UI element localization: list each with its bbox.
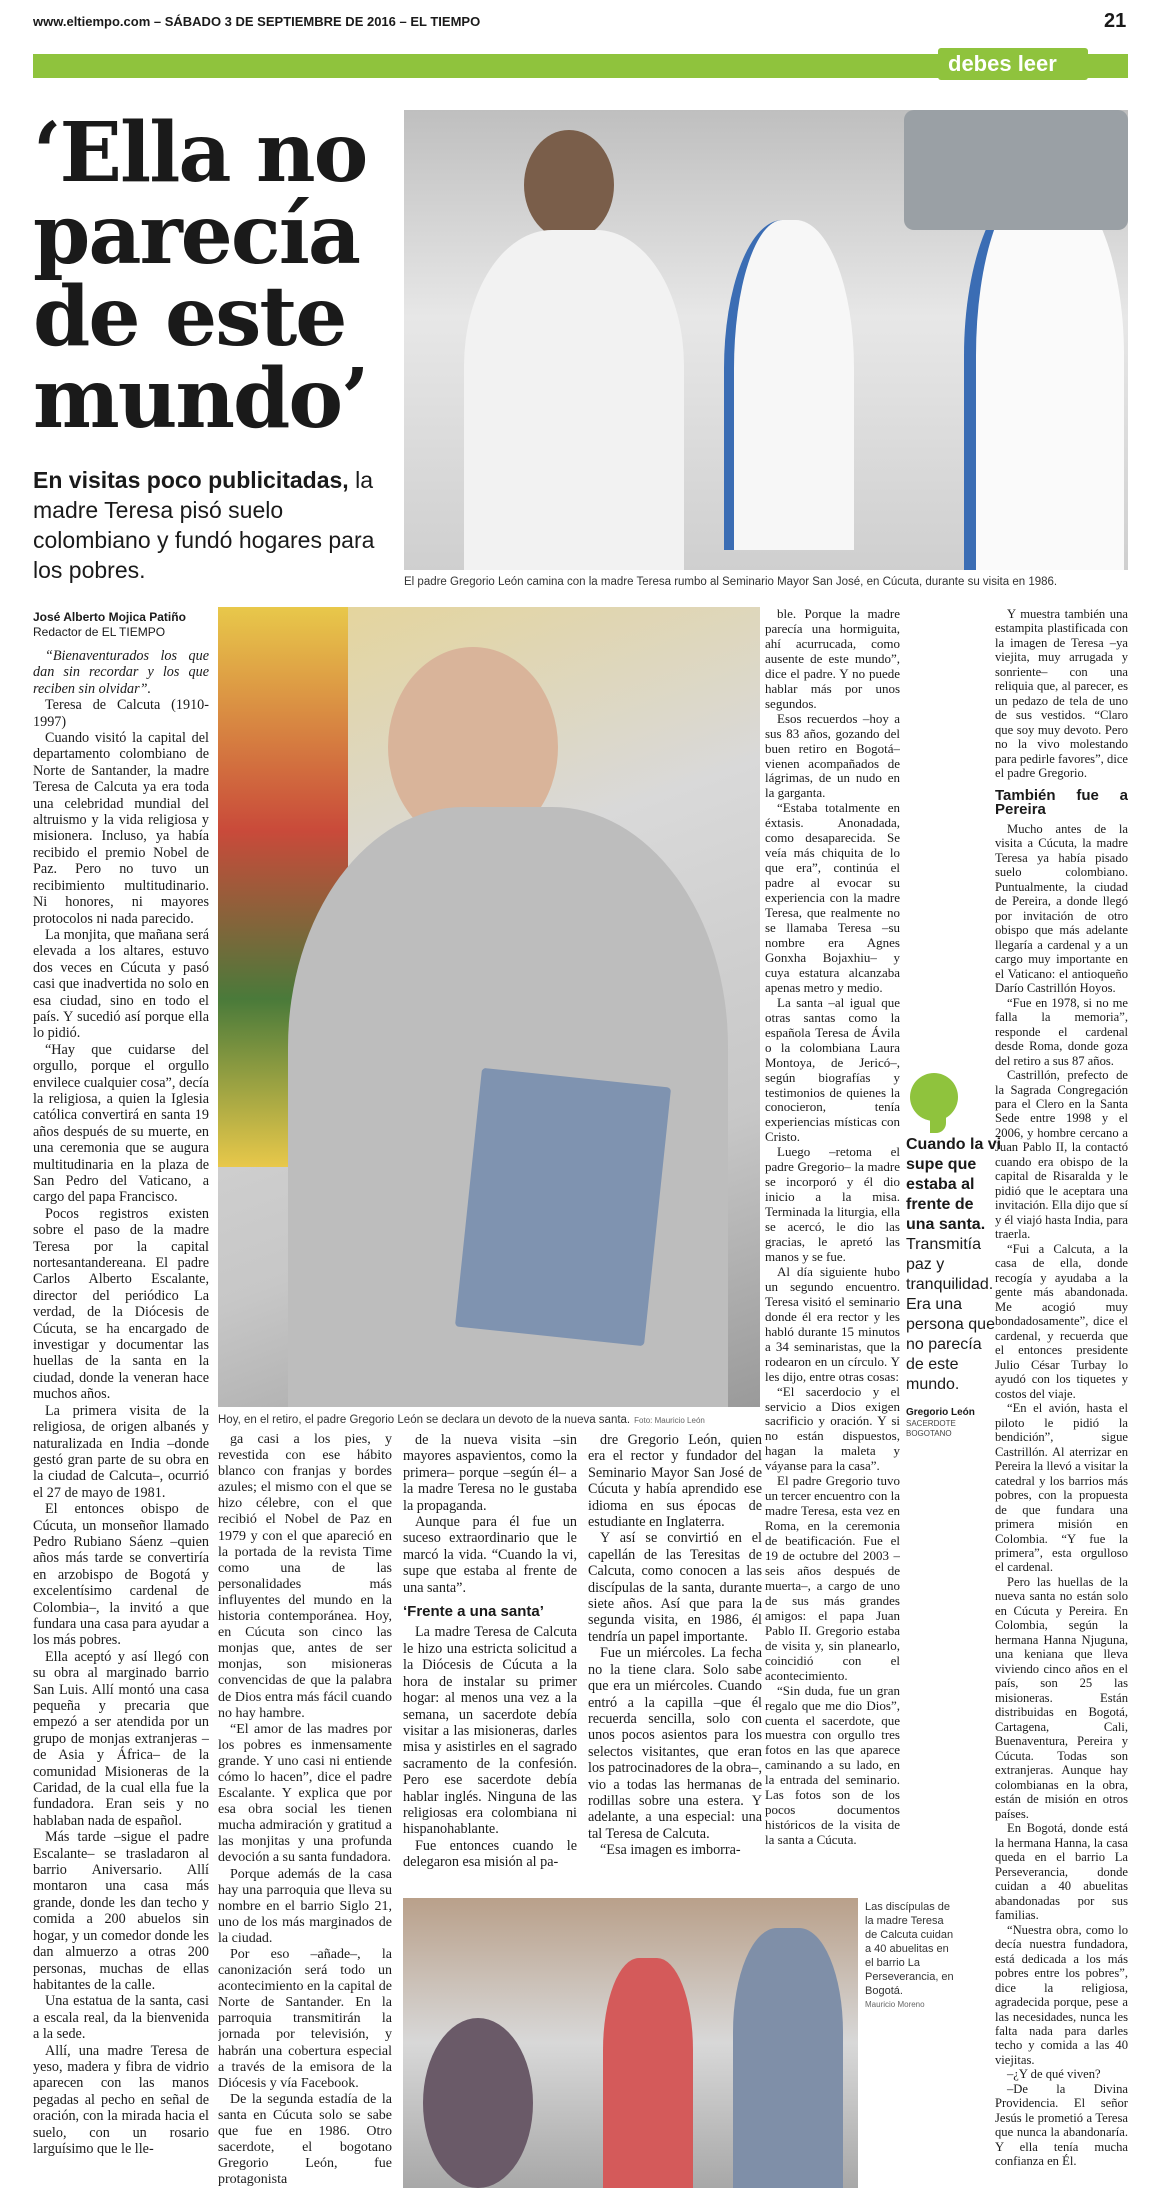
photo-priest-holding-card [218,607,760,1407]
paragraph: “Estaba totalmente en éxtasis. Anonadada, como desaparecida. Se veía más chiquita de lo que era”, continúa el padre al evocar su experiencia con la madre Teresa, que realmente no se llamaba Teresa –su nombre era Agnes Gonxha Bojaxhiu– y cuya estatura alcanzaba apenas metro y medio. [765,800,900,995]
headline: ‘Ella no parecía de este mundo’ [33,105,368,447]
paragraph: –De la Divina Providencia. El señor Jesús le prometió a Teresa que nunca la abandonaría. Y ella tenía mucha confianza en Él. [995,2081,1128,2169]
paragraph: Una estatua de la santa, casi a escala real, da la bienvenida a la sede. [33,1993,209,2043]
site-url[interactable]: www.eltiempo.com [33,14,151,29]
paragraph: La primera visita de la religiosa, de origen albanés y naturalizada en India –donde gestó gran parte de su obra en la ciudad de Calcuta–, ocurrió el 27 de mayo de 1981. [33,1402,209,1501]
paragraph: Y así se convirtió en el capellán de las Teresitas de Calcuta, como conocen a las discípulas de la santa, durante siete años. Así que para la segunda visita, en 1986, él tendría un papel importante. [588,1530,762,1645]
quote-bold: Cuando la vi supe que estaba al frente de una santa. [906,1136,1002,1233]
photo-nuns-with-elderly [403,1898,858,2188]
paragraph: ga casi a los pies, y revestida con ese hábito blanco con franjas y bordes azules; el mismo con el que se hizo célebre, con el que recibió el Nobel de Paz en 1979 y con el que apareció en la portada de la revista Time como una de las personalidades más influyentes del mundo en la historia contemporánea. Hoy, en Cúcuta son cinco las monjas que, antes de ser monjas, son misioneras convencidas de que la palabra de Dios entra más fácil cuando no hay hambre. [218,1432,392,1721]
paragraph: “Hay que cuidarse del orgullo, porque el orgullo envilece cualquier cosa”, decía la religiosa, a quien la Iglesia católica convertirá en santa 19 años después de su muerte, en una ceremonia que se augura multitudinaria en la plaza de San Pedro del Vaticano, a cargo del papa Francisco. [33,1041,209,1206]
paragraph: “Fui a Calcuta, a la casa de ella, donde recogía y ayudaba a la gente más abandonada. Me acogió muy bondadosamente”, dice el cardenal, y recuerda que el entonces presidente Julio César Turbay lo ayudó con los tiquetes y costos del viaje. [995,1241,1128,1401]
paragraph: ble. Porque la madre parecía una hormiguita, ahí acurrucada, como ausente de este mundo”, dice el padre. Y no puede hablar más por unos segundos. [765,607,900,711]
quote-rest: Transmitía paz y tranquilidad. Era una persona que no parecía de este mundo. [906,1236,995,1393]
paragraph: La santa –al igual que otras santas como la española Teresa de Ávila o la colombiana Laura Montoya, de Jericó–, según biografías y testimonios de quienes la conocieron, tenía experiencias místicas con Cristo. [765,994,900,1145]
photo-mid-credit: Foto: Mauricio León [634,1416,705,1425]
photo-top-caption: El padre Gregorio León camina con la madre Teresa rumbo al Seminario Mayor San José, en Cúcuta, durante su visita en 1986. [404,576,1058,588]
byline-role: Redactor de EL TIEMPO [33,625,166,639]
paragraph: Al día siguiente hubo un segundo encuentro. Teresa visitó el seminario donde él era rector y les habló durante 15 minutos a 34 seminaristas, que la rodearon en un círculo. Y les dijo, entre otras cosas: [765,1263,900,1384]
header-line [33,14,480,29]
deck-rest: la madre Teresa pisó suelo colombiano y fundó hogares para los pobres. [33,467,375,583]
paragraph: La monjita, que mañana será elevada a los altares, estuvo dos veces en Cúcuta y pasó casi que inadvertida no solo en esa ciudad, sino en todo el país. Y sucedió así porque ella lo pidió. [33,926,209,1042]
paragraph: Castrillón, prefecto de la Sagrada Congregación para el Clero en la Santa Sede entre 1998 y el 2006, y hombre cercano a Juan Pablo II, la contactó cuando era obispo de la capital de Risaralda y le pidió que le aceptara una invitación. Ella dijo que sí y él viajó hasta India, para traerla. [995,1068,1128,1242]
photo-nun-2 [964,180,1124,570]
paragraph: “Bienaventurados los que dan sin recordar y los que reciben sin olvidar”. [33,648,209,697]
paragraph: Por eso –añade–, la canonización será todo un acontecimiento en la capital de Norte de Santander. En la parroquia transmitirán la jornada por televisión, y habrán una cobertura especial a través de la emisora de la Diócesis y vía Facebook. [218,1947,392,2091]
paragraph: Mucho antes de la visita a Cúcuta, la madre Teresa ya había pisado suelo colombiano. Puntualmente, la ciudad de Pereira, a donde llegó por invitación de otro obispo que más adelante llegaría a cardenal y a un cargo muy importante en el Vaticano: el antioqueño Darío Castrillón Hoyos. [995,821,1128,996]
column-1 [33,648,209,2193]
paragraph: Ella aceptó y así llegó con su obra al marginado barrio San Luis. Allí montó una casa pequeña y precaria que empezó a ser atendida por un grupo de monjas extranjeras –de Asia y África– de la comunidad Misioneras de la Caridad, de la cual ella fue la fundadora. Eran seis y no hablaban nada de español. [33,1648,209,1829]
paragraph: dre Gregorio León, quien era el rector y fundador del Seminario Mayor San José de Cúcuta y había aprendido ese idioma en sus épocas de estudiante en Inglaterra. [588,1432,762,1531]
photo-mother-teresa-with-priest [404,110,1128,570]
quote-mark-icon [910,1073,958,1121]
paper-name: EL TIEMPO [410,14,481,29]
paragraph: de la nueva visita –sin mayores aspavientos, como la primera– porque –según él– a la madre Teresa no le gustaba la propaganda. [403,1432,577,1514]
paragraph: Porque además de la casa hay una parroquia que lleva su nombre en el barrio Siglo 21, uno de los más marginados de la ciudad. [218,1866,392,1946]
paragraph: Cuando visitó la capital del departamento colombiano de Norte de Santander, la madre Teresa de Calcuta ya era toda una celebridad mundial del altruismo y la vida religiosa y misionera. Incluso, ya había recibido el premio Nobel de Paz. Pero no tuvo un recibimiento multitudinario. Ni honores, ni mayores protocolos ni nada parecido. [33,730,209,927]
paragraph: –¿Y de qué viven? [1007,2067,1101,2082]
photo-figure-head [524,130,614,240]
paragraph: Fue un miércoles. La fecha no la tiene clara. Solo sabe que era un miércoles. Cuando entró a la capilla –que él recuerda sencilla, solo con unos pocos asientos para los selectos visitantes, que eran los patrocinadores de la obra–, vio a todas las hermanas de rodillas sobre una estera. Y adelante, a una especial: una tal Teresa de Calcuta. [588,1645,762,1842]
byline: José Alberto Mojica Patiño [33,610,186,624]
photo-elderly-woman [423,2018,533,2188]
page-number: 21 [1104,10,1127,32]
section-tag: debes leer [938,48,1088,80]
column-3 [403,1432,577,1892]
photo-bot-caption [865,1900,955,2012]
paragraph: “El amor de las madres por los pobres es inmensamente grande. Y uno casi ni entiende cómo lo hacen”, dice el padre Escalante. Y explica que por esa obra social les tienen mucha admiración y gratitud a las monjitas y una profunda devoción a su santa fundadora. [218,1721,392,1866]
paragraph: En Bogotá, donde está la hermana Hanna, la casa queda en el barrio La Perseverancia, donde cuidan a 40 abuelitas abandonadas por sus familias. [995,1821,1128,1923]
paragraph: “El sacerdocio y el servicio a Dios exigen sacrificio y oración. Y si no están dispuestos, hagan la maleta y váyanse para la casa”. [765,1383,900,1474]
paragraph: Pocos registros existen sobre el paso de la madre Teresa por la capital nortesantandereana. El padre Carlos Alberto Escalante, director del periódico La verdad, de la Diócesis de Cúcuta, se ha encargado de investigar y documentar las huellas de la santa en la ciudad, donde la veneran hace muchos años. [33,1205,209,1403]
photo-mid-caption-text: Hoy, en el retiro, el padre Gregorio León se declara un devoto de la nueva santa. [218,1414,631,1426]
photo-nun-1 [724,220,854,550]
column-4-bottom [588,1432,762,1892]
paragraph: Pero las huellas de la nueva santa no están solo en Cúcuta y Pereira. En Colombia, según la hermana Hanna Njuguna, una keniana que lleva viviendo cinco años en el país, son 25 las misioneras. Están distribuidas en Bogotá, Cartagena, Cali, Buenaventura, Pereira y Cúcuta. Todas son extranjeras. Aunque hay colombianas en la obra, están de misión en otros países. [995,1574,1128,1821]
column-2 [218,1432,392,2192]
photo-holy-card [455,1068,671,1346]
paragraph: “Sin duda, fue un gran regalo que me dio Dios”, cuenta el sacerdote, que muestra con orgullo tres fotos en las que aparece caminando a su lado, en la entrada del seminario. Las fotos son de los pocos documentos históricos de la visita de la santa a Cúcuta. [765,1682,900,1848]
column-4 [765,607,900,1892]
paragraph: La madre Teresa de Calcuta le hizo una estricta solicitud a la Diócesis de Cúcuta a la hora de instalar su primer hogar: al menos una vez a la semana, un sacerdote debía visitar a las misioneras, darles misa y asistirles en el sagrado sacramento de la confesión. Pero ese sacerdote debía hablar inglés. Ninguna de las religiosas era colombiana ni hispanohablante. [403,1624,577,1838]
photo-mid-caption [218,1413,778,1428]
paragraph: Esos recuerdos –hoy a sus 83 años, gozando del buen retiro en Bogotá– vienen acompañados de lágrimas, de un nudo en la garganta. [765,710,900,801]
paragraph: “Esa imagen es imborra- [600,1842,741,1859]
photo-nun [733,1928,843,2188]
paragraph: Luego –retoma el padre Gregorio– la madre se incorporó y él dio inicio a la misa. Terminada la liturgia, ella se acercó, le dio las gracias, le apretó las manos y se fue. [765,1144,900,1264]
paragraph: Allí, una madre Teresa de yeso, madera y fibra de vidrio aparecen con las manos pegadas al pecho en señal de oración, con la mirada hacia el suelo, con un rosario larguísimo que le lle- [33,2042,209,2157]
paragraph: “Fue en 1978, si no me falla la memoria”, responde el cardenal desde Roma, donde goza del retiro a sus 87 años. [995,995,1128,1068]
paragraph: Más tarde –sigue el padre Escalante– se trasladaron al barrio Aniversario. Allí montaron una casa más grande, donde les dan techo y comida a 200 abuelos sin hogar, y un comedor donde les dan almuerzo a otras 200 personas, muchas de ellas habitantes de la calle. [33,1829,209,1993]
paragraph: “En el avión, hasta el piloto le pidió la bendición”, sigue Castrillón. Al aterrizar en Pereira la llevó a visitar la catedral y los barrios más pobres, con la propuesta de que fundara una primera misión en Colombia. “Y fue la primera”, esta orgulloso el cardenal. [995,1401,1128,1575]
photo-bot-credit: Mauricio Moreno [865,2000,925,2009]
paragraph: Y muestra también una estampita plastificada con la imagen de Teresa –ya viejita, muy arrugada y sonriente– con una reliquia que, al parecer, es un pedazo de tela de uno de sus vestidos. “Claro que soy muy devoto. Pero no la vivo molestando para pedirle favores”, dice el padre Gregorio. [995,607,1128,781]
subhead: ‘Frente a una santa’ [403,1603,544,1621]
deck [33,465,403,585]
paragraph: De la segunda estadía de la santa en Cúcuta solo se sabe que fue en 1986. Otro sacerdote, el bogotano Gregorio León, fue protagonista [218,2091,392,2188]
paragraph: Aunque para él fue un suceso extraordinario que le marcó la vida. “Cuando la vi, supe que estaba al frente de una santa”. [403,1514,577,1596]
paragraph: Fue entonces cuando le delegaron esa misión al pa- [403,1837,577,1871]
paragraph: Teresa de Calcuta (1910-1997) [33,697,209,730]
quote-role: SACERDOTE BOGOTANO [906,1419,956,1438]
column-5 [995,607,1128,2192]
paragraph: El padre Gregorio tuvo un tercer encuentro con la madre Teresa, esta vez en Roma, en la ceremonia de beatificación. Fue el 19 de octubre del 2003 –seis años después de muerta–, a cargo de uno de sus más grandes amigos: el papa Juan Pablo II. Gregorio estaba de visita y, sin planearlo, coincidió con el acontecimiento. [765,1473,900,1683]
paragraph: “Nuestra obra, como lo decía nuestra fundadora, está dedicada a los más pobres entre los pobres”, dice la religiosa, agradecida porque, pese a las necesidades, nunca les falta nada para darles techo y comida a las 40 viejitas. [995,1922,1128,2067]
photo-bot-caption-text: Las discípulas de la madre Teresa de Calcuta cuidan a 40 abuelitas en el barrio La Perseverancia, en Bogotá. [865,1901,954,1997]
subhead: También fue a Pereira [995,786,1128,819]
pull-quote [906,1073,1002,1439]
photo-figure-body [464,230,684,570]
paragraph: El entonces obispo de Cúcuta, un monseñor llamado Pedro Rubiano Sáenz –quien años más tarde se convertiría en arzobispo de Bogotá y excelentísimo cardenal de Colombia–, la invitó a que fundara una casa para ayudar a los más pobres. [33,1501,209,1649]
photo-vehicle [904,110,1128,230]
quote-name: Gregorio León [906,1407,975,1418]
header-date: – SÁBADO 3 DE SEPTIEMBRE DE 2016 – [150,14,411,29]
photo-resident [603,1958,693,2188]
deck-lead: En visitas poco publicitadas, [33,467,349,493]
